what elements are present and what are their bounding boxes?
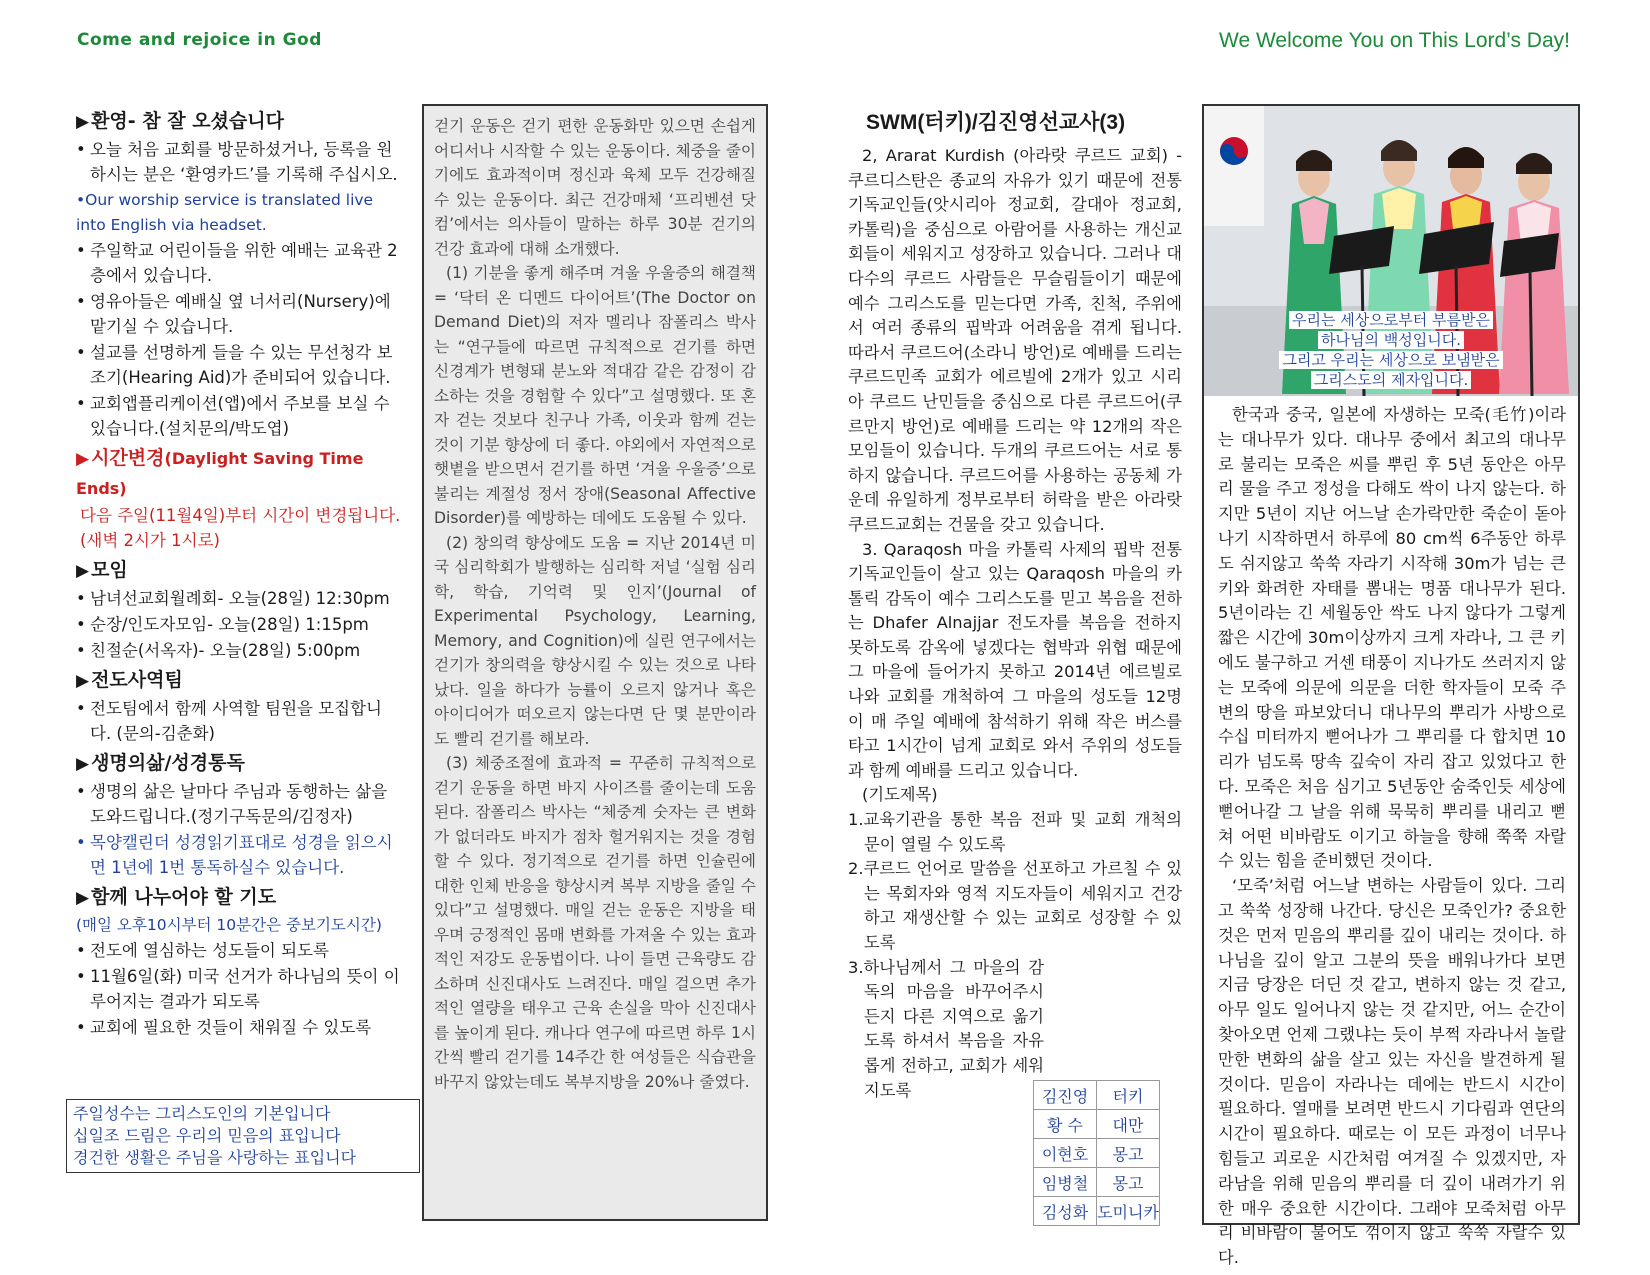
prayer-time-note: (매일 오후10시부터 10분간은 중보기도시간): [76, 916, 382, 934]
walking-article-box: [422, 104, 768, 1221]
motto-line: 십일조 드림은 우리의 믿음의 표입니다: [73, 1126, 341, 1145]
table-cell: 도미니카: [1097, 1197, 1160, 1226]
evangelism-item: • 전도팀에서 함께 사역할 팀원을 모집합니다. (문의-김춘화): [76, 696, 402, 746]
caption-line: 그리고 우리는 세상으로 보냄받은: [1279, 351, 1502, 369]
bible-heading: ▶ 생명의삶/성경통독: [76, 749, 402, 779]
walking-paragraph: (2) 창의력 향상에도 도움 = 지난 2014년 미국 심리학회가 발행하는 심리학 저널 ‘실험 심리학, 학습, 기억력 및 인지’(Journal of Experimental Psychology, Learning, Memory, and Cognition)에 실린 연구에서는 걷기가 창의력을 향상시킬 수 있는 것으로 나타났다. 일을 하다가 능률이 오르지 않거나 혹은 아이디어가 떠오르지 않는다면 단 몇 분만이라도 빨리 걷기를 해보라.: [434, 533, 756, 748]
evangelism-heading: ▶ 전도사역팀: [76, 666, 402, 696]
table-cell: 몽고: [1097, 1168, 1160, 1197]
meeting-item: • 순장/인도자모임- 오늘(28일) 1:15pm: [76, 612, 402, 637]
bible-item: • 생명의 삶은 날마다 주님과 동행하는 삶을 도와드립니다.(정기구독문의/김정자): [76, 779, 402, 829]
caption-line: 하나님의 백성입니다.: [1318, 331, 1464, 349]
prayer-heading: ▶ 함께 나누어야 할 기도: [76, 883, 402, 913]
missionary-prayer-item: 1.교육기관을 통한 복음 전파 및 교회 개척의 문이 열릴 수 있도록: [848, 810, 1182, 854]
missionary-column: [848, 104, 1182, 1103]
meeting-item: • 남녀선교회월례회- 오늘(28일) 12:30pm: [76, 586, 402, 611]
walking-paragraph: (3) 체중조절에 효과적 = 꾸준히 규칙적으로 걷기 운동을 하면 바지 사이즈를 줄이는데 도움된다. 잠폴리스 박사는 “체중계 숫자는 큰 변화가 없더라도 바지가 점차 헐거워지는 것을 경험할 수 있다. 정기적으로 걷기를 하면 인슐린에 대한 인체 반응을 향상시켜 복부 지방을 줄일 수 있다”고 설명했다. 매일 걷는 운동은 지방을 태우며 긍정적인 몸매 변화를 가져올 수 있는 효과적인 저강도 운동법이다. 나이 들면 근육량도 감소하며 신진대사도 느려진다. 매일 걸으면 추가적인 열량을 태우고 근육 손실을 막아 신진대사를 높이게 된다. 캐나다 연구에 따르면 하루 1시간씩 빨리 걷기를 14주간 한 여성들은 식습관을 바꾸지 않았는데도 복부지방을 20%나 줄였다.: [434, 754, 756, 1091]
announcements-column: [76, 104, 402, 1041]
welcome-item: • 주일학교 어린이들을 위한 예배는 교육관 2층에서 있습니다.: [76, 238, 402, 288]
bamboo-paragraph: 한국과 중국, 일본에 자생하는 모죽(毛竹)이라는 대나무가 있다. 대나무 중에서 최고의 대나무로 불리는 모죽은 씨를 뿌린 후 5년 동안은 아무리 물을 주고 정성을 다해도 싹이 나지 않는다. 하지만 5년이 지난 어느날 손가락만한 죽순이 돋아나기 시작하면서 하루에 80 cm씩 6주동안 하루도 쉬지않고 쑥쑥 자라기 시작해 30m가 넘는 큰 키와 화려한 자태를 뽐내는 명품 대나무가 된다. 5년이라는 긴 세월동안 싹도 나지 않다가 그렇게 짧은 시간에 30m이상까지 크게 자라나, 그 큰 키에도 불구하고 거센 태풍이 지나가도 쓰러지지 않는 모죽에 의문에 의문을 더한 학자들이 모죽 주변의 땅을 파보았더니 대나무의 뿌리가 사방으로 수십 미터까지 뻗어나가 그 뿌리를 다 합치면 10리가 넘도록 땅속 깊숙이 자리 잡고 있었다고 한다. 모죽은 처음 심기고 5년동안 숨죽인듯 세상에 뻗어나갈 그 날을 위해 묵묵히 뿌리를 내리고 뻗쳐 어떤 비바람도 이기고 하늘을 향해 쭉쭉 자랄 수 있는 힘을 준비했던 것이다.: [1218, 405, 1566, 871]
english-translation-note: •Our worship service is translated live into English via headset.: [76, 191, 374, 234]
missionary-paragraph: 2, Ararat Kurdish (아라랏 쿠르드 교회) - 쿠르디스탄은 종교의 자유가 있기 때문에 전통 기독교인들(앗시리아 정교회, 갈대아 정교회, 카톨릭)을 중심으로 아람어를 사용하는 개신교회들이 세워지고 성장하고 있습니다. 그러나 대다수의 쿠르드 사람들은 무슬림들이기 때문에 예수 그리스도를 믿는다면 가족, 친척, 주위에서 여러 종류의 핍박과 어려움을 겪게 됩니다. 따라서 쿠르드어(소라니 방언)로 예배를 드리는 쿠르드민족 교회가 에르빌에 2개가 있고 시리아 쿠르드 난민들을 중심으로 다른 쿠르드어(쿠르만지 방언)로 예배를 드리는 약 12개의 작은 모임들이 있습니다. 두개의 쿠르드어는 서로 통하지 않습니다. 쿠르드어를 사용하는 공동체 가운데 유일하게 정부로부터 허락을 받은 아라랏 쿠르드교회는 건물을 갖고 있습니다.: [848, 146, 1182, 534]
choir-photo: [1204, 106, 1578, 396]
bible-reading-item: • 목양캘린더 성경읽기표대로 성경을 읽으시면 1년에 1번 통독하실수 있습니다.: [76, 830, 402, 880]
motto-line: 경건한 생활은 주님을 사랑하는 표입니다: [73, 1148, 357, 1167]
motto-box: [66, 1099, 420, 1173]
bamboo-paragraph: ‘모죽’처럼 어느날 변하는 사람들이 있다. 그리고 쑥쑥 성장해 나간다. 당신은 모죽인가? 중요한 것은 먼저 믿음의 뿌리를 깊이 내리는 것이다. 하나님을 깊이 알고 그분의 뜻을 배워나가다 보면 지금 당장은 더딘 것 같고, 변하지 않는 것 같고, 아무 일도 일어나지 않는 것 같지만, 어느 순간이 찾아오면 언제 그랬냐는 듯이 부쩍 자라나서 놀랄만한 변화의 삶을 살고 있는 자신을 발견하게 될것이다. 믿음이 자라나는 데에는 반드시 시간이 필요하다. 열매를 보려면 반드시 기다림과 연단의 시간이 필요하다. 때로는 이 모든 과정이 너무나 힘들고 괴로운 시간처럼 여겨질 수 있겠지만, 자라남을 위해 믿음의 뿌리를 더 깊이 내려가기 위한 매우 중요한 시간이다. 그래야 모죽처럼 아무리 비바람이 불어도 꺾이지 않고 쑥쑥 자랄수 있다.: [1218, 876, 1566, 1268]
prayer-item: • 교회에 필요한 것들이 채워질 수 있도록: [76, 1015, 402, 1040]
table-cell: 임병철: [1034, 1168, 1097, 1197]
welcome-item: • 오늘 처음 교회를 방문하셨거나, 등록을 원하시는 분은 ‘환영카드’를 기록해 주십시오.: [76, 137, 402, 187]
meeting-item: • 친절순(서옥자)- 오늘(28일) 5:00pm: [76, 638, 402, 663]
caption-line: 그리스도의 제자입니다.: [1311, 371, 1471, 389]
walking-paragraph: (1) 기분을 좋게 해주며 겨울 우울증의 해결책 = ‘닥터 온 디멘드 다이어트’(The Doctor on Demand Diet)의 저자 멜리나 잠폴리스 박사는 “연구들에 따르면 규칙적으로 걷기를 하면 신경계가 변형돼 분노와 적대감 같은 감정이 감소하는 것을 경험할 수 있다”고 설명했다. 또 혼자 걷는 것보다 친구나 가족, 이웃과 함께 걷는 것이 기분 향상에 더 좋다. 야외에서 자연적으로 햇볕을 받으면서 걷기를 하면 ‘겨울 우울증’으로 불리는 계절성 정서 장애(Seasonal Affective Disorder)를 예방하는 데에도 도움될 수 있다.: [434, 264, 756, 527]
table-row: [1034, 1110, 1160, 1139]
time-change-text: 다음 주일(11월4일)부터 시간이 변경됩니다. (새벽 2시가 1시로): [80, 506, 401, 550]
motto-line: 주일성수는 그리스도인의 기본입니다: [73, 1104, 331, 1123]
bamboo-article-box: [1202, 104, 1580, 1268]
welcome-item: • 교회앱플리케이션(앱)에서 주보를 보실 수 있습니다.(설치문의/박도엽): [76, 391, 402, 441]
missionary-paragraph: 3. Qaraqosh 마을 카톨릭 사제의 핍박 전통 기독교인들이 살고 있는 Qaraqosh 마을의 카톨릭 감독이 예수 그리스도를 믿고 복음을 전하는 Dhafer Alnajjar 전도자를 복음을 전하지 못하도록 감옥에 넣겠다는 협박과 위협 때문에 그 마을에 들어가지 못하고 2014년 에르빌로 나와 교회를 개척하여 그 마을의 성도들 12명이 매 주일 예배에 참석하기 위해 작은 버스를 타고 1시간이 넘게 교회로 와서 주위의 성도들과 함께 예배를 드리고 있습니다.: [848, 539, 1182, 780]
prayer-item: • 11월6일(화) 미국 선거가 하나님의 뜻이 이루어지는 결과가 되도록: [76, 964, 402, 1014]
missionary-prayer-item: 2.쿠르드 언어로 말씀을 선포하고 가르칠 수 있는 목회자와 영적 지도자들이 세워지고 건강하고 재생산할 수 있는 교회로 성장할 수 있도록: [848, 859, 1182, 952]
table-row: [1034, 1168, 1160, 1197]
missionary-table: [1033, 1080, 1160, 1226]
table-cell: 황 수: [1034, 1110, 1097, 1139]
meetings-heading: ▶ 모임: [76, 556, 402, 586]
table-cell: 대만: [1097, 1110, 1160, 1139]
bamboo-article-text: [1218, 403, 1566, 1271]
welcome-item: • 설교를 선명하게 들을 수 있는 무선청각 보조기(Hearing Aid)가 준비되어 있습니다.: [76, 340, 402, 390]
prayer-item: • 전도에 열심하는 성도들이 되도록: [76, 938, 402, 963]
table-row: [1034, 1139, 1160, 1168]
missionary-prayer-item: 3.하나님께서 그 마을의 감독의 마음을 바꾸어주시든지 다른 지역으로 옮기도록 하셔서 복음을 자유롭게 전하고, 교회가 세워지도록: [848, 957, 1044, 1100]
caption-line: 우리는 세상으로부터 부름받은: [1289, 311, 1493, 329]
welcome-item: • 영유아들은 예배실 옆 너서리(Nursery)에 맡기실 수 있습니다.: [76, 289, 402, 339]
table-cell: 김진영: [1034, 1081, 1097, 1110]
table-cell: 김성화: [1034, 1197, 1097, 1226]
time-change-title: 시간변경: [91, 447, 165, 469]
welcome-heading: ▶ 환영- 참 잘 오셨습니다: [76, 107, 402, 137]
time-change-heading: [76, 444, 402, 503]
table-row: [1034, 1081, 1160, 1110]
time-change-subtitle: (Daylight Saving Time Ends): [76, 449, 364, 498]
table-cell: 몽고: [1097, 1139, 1160, 1168]
missionary-title: SWM(터키)/김진영선교사(3): [866, 111, 1126, 134]
photo-caption: [1204, 310, 1578, 390]
table-cell: 터키: [1097, 1081, 1160, 1110]
table-row: [1034, 1197, 1160, 1226]
table-cell: 이현호: [1034, 1139, 1097, 1168]
header-right-slogan: We Welcome You on This Lord’s Day!: [1219, 29, 1570, 52]
missionary-prayer-title: (기도제목): [862, 785, 938, 805]
walking-paragraph: 걷기 운동은 걷기 편한 운동화만 있으면 손쉽게 어디서나 시작할 수 있는 운동이다. 체중을 줄이기에도 효과적이며 정신과 육체 모두 건강해질 수 있는 운동이다. 최근 건강매체 ‘프리벤션 닷컴’에서는 의사들이 말하는 하루 30분 걷기의 건강 효과에 대해 소개했다.: [434, 117, 756, 258]
header-left-slogan: Come and rejoice in God: [77, 30, 322, 50]
